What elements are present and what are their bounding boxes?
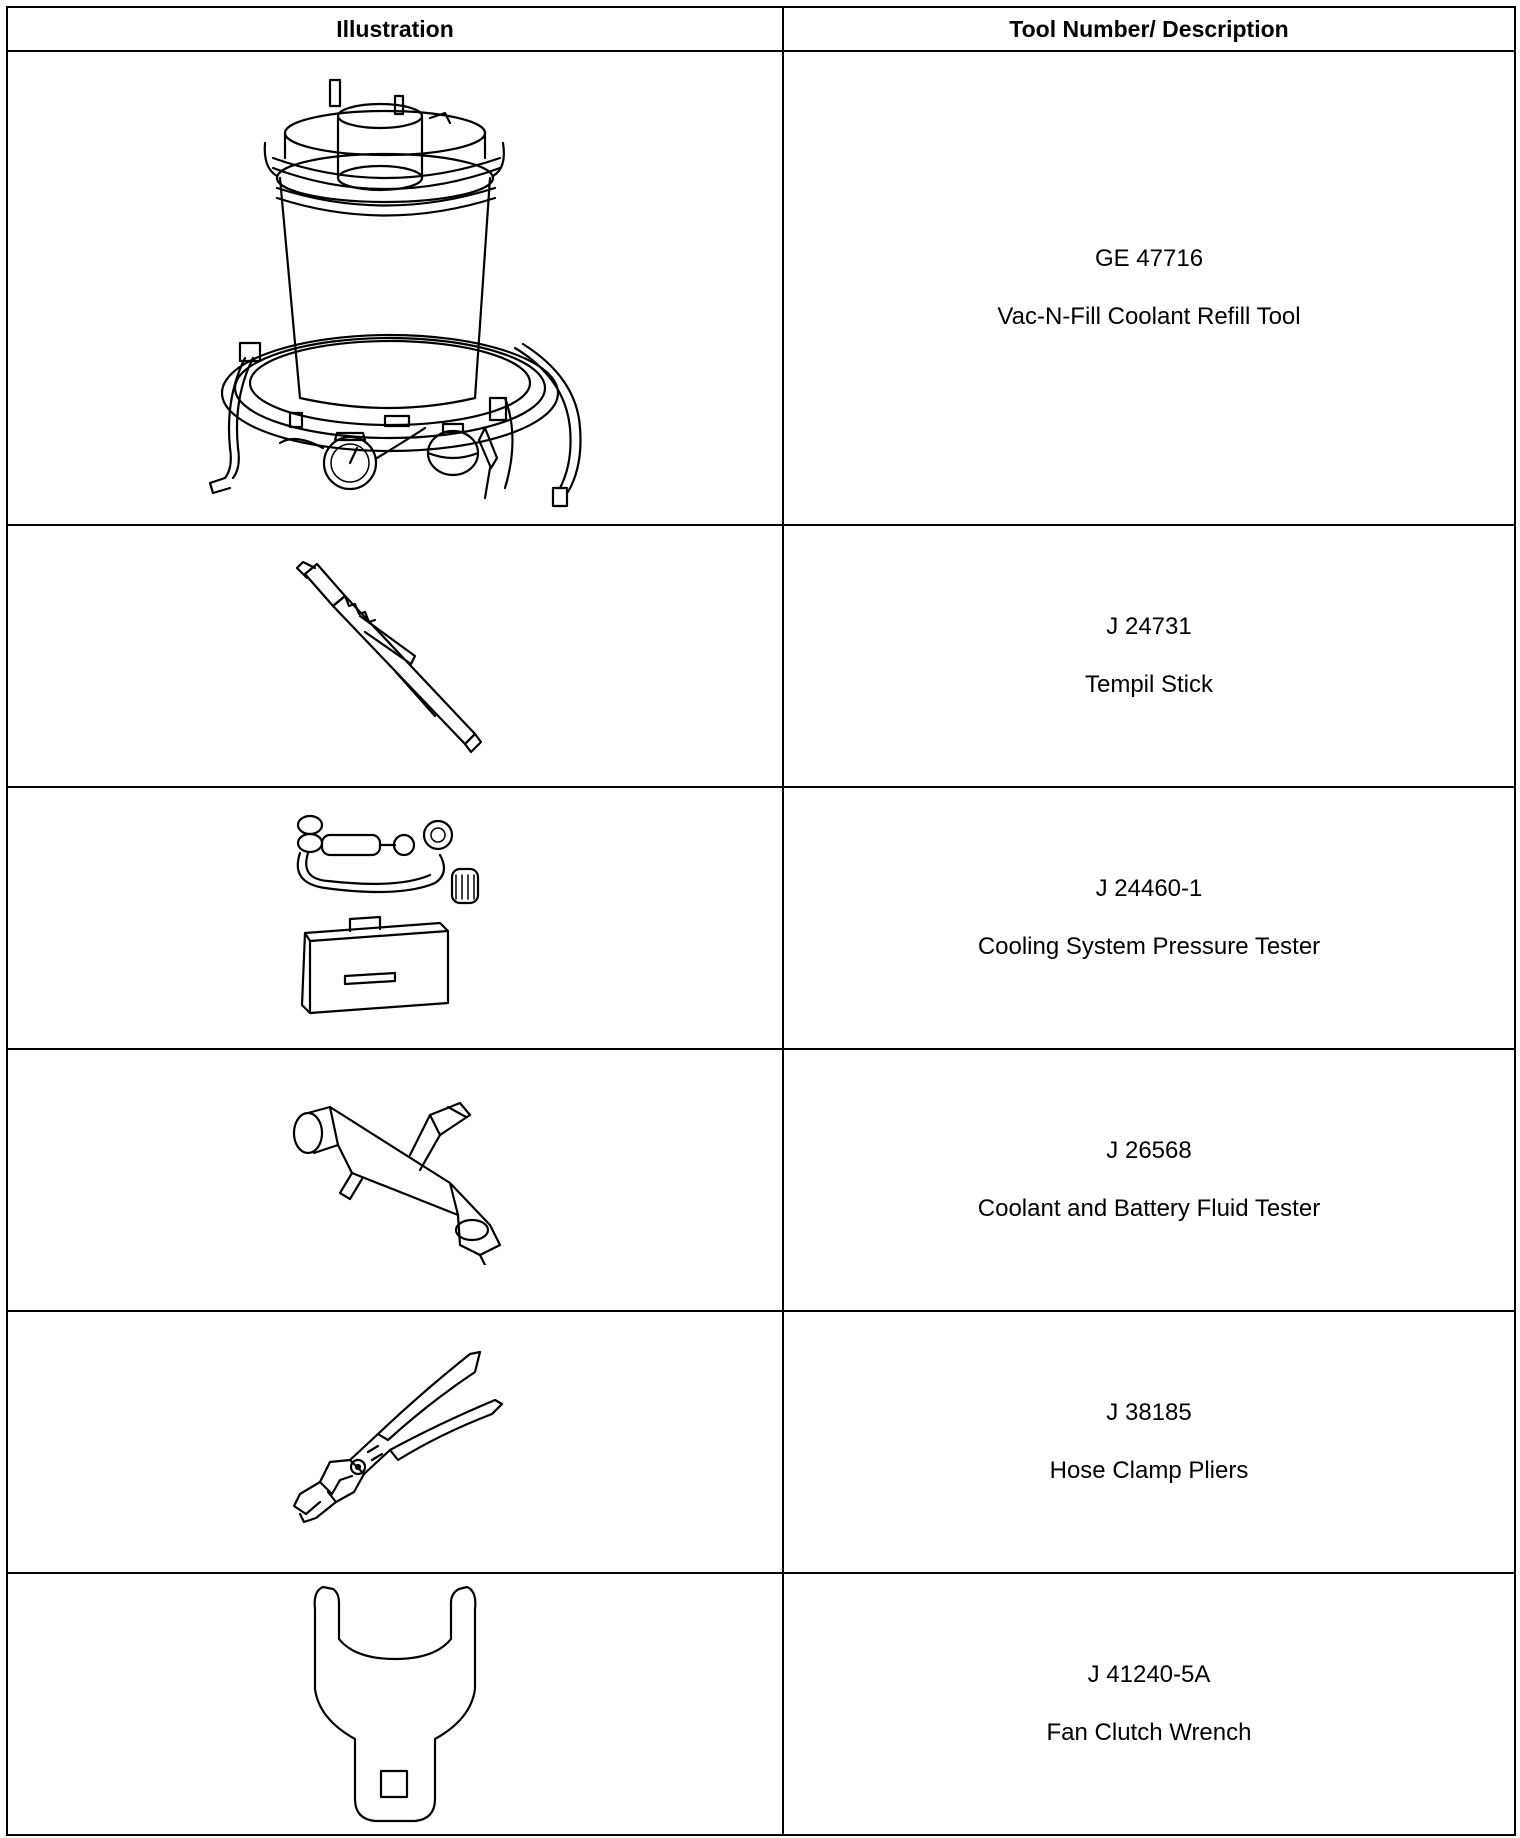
tool-number: J 38185 bbox=[1106, 1398, 1192, 1426]
tool-number: J 24460-1 bbox=[1095, 874, 1203, 902]
tool-number: J 24731 bbox=[1106, 612, 1192, 640]
illustration-cell bbox=[7, 1311, 783, 1573]
illustration-cell bbox=[7, 525, 783, 787]
tool-description-cell bbox=[783, 525, 1515, 787]
tool-number: J 26568 bbox=[1106, 1136, 1192, 1164]
tool-name: Tempil Stick bbox=[1084, 670, 1214, 698]
tool-description-header: Tool Number/ Description bbox=[783, 7, 1515, 51]
tool-description-cell bbox=[783, 51, 1515, 525]
special-tools-table bbox=[6, 6, 1516, 1836]
table-row bbox=[7, 1573, 1515, 1835]
fan-clutch-wrench-icon bbox=[295, 1579, 495, 1829]
pressure-tester-kit-icon bbox=[280, 813, 510, 1023]
illustration-header: Illustration bbox=[7, 7, 783, 51]
table-row bbox=[7, 787, 1515, 1049]
hose-clamp-pliers-icon bbox=[280, 1342, 510, 1542]
tool-number: J 41240-5A bbox=[1087, 1660, 1211, 1688]
tool-description-cell bbox=[783, 787, 1515, 1049]
tool-name: Cooling System Pressure Tester bbox=[977, 932, 1321, 960]
table-header-row bbox=[7, 7, 1515, 51]
tool-name: Coolant and Battery Fluid Tester bbox=[977, 1194, 1321, 1222]
illustration-cell bbox=[7, 1049, 783, 1311]
tool-description-cell bbox=[783, 1049, 1515, 1311]
tool-name: Fan Clutch Wrench bbox=[1046, 1718, 1252, 1746]
tool-name: Hose Clamp Pliers bbox=[1049, 1456, 1249, 1484]
tempil-stick-icon bbox=[285, 556, 505, 756]
refractometer-icon bbox=[280, 1095, 510, 1265]
table-row bbox=[7, 1049, 1515, 1311]
table-row bbox=[7, 1311, 1515, 1573]
illustration-cell bbox=[7, 51, 783, 525]
table-row bbox=[7, 525, 1515, 787]
tool-description-cell bbox=[783, 1311, 1515, 1573]
tool-name: Vac-N-Fill Coolant Refill Tool bbox=[997, 302, 1301, 330]
tool-number: GE 47716 bbox=[1094, 244, 1204, 272]
coolant-refill-bucket-icon bbox=[185, 68, 605, 508]
tool-description-cell bbox=[783, 1573, 1515, 1835]
illustration-cell bbox=[7, 787, 783, 1049]
table-row bbox=[7, 51, 1515, 525]
illustration-cell bbox=[7, 1573, 783, 1835]
